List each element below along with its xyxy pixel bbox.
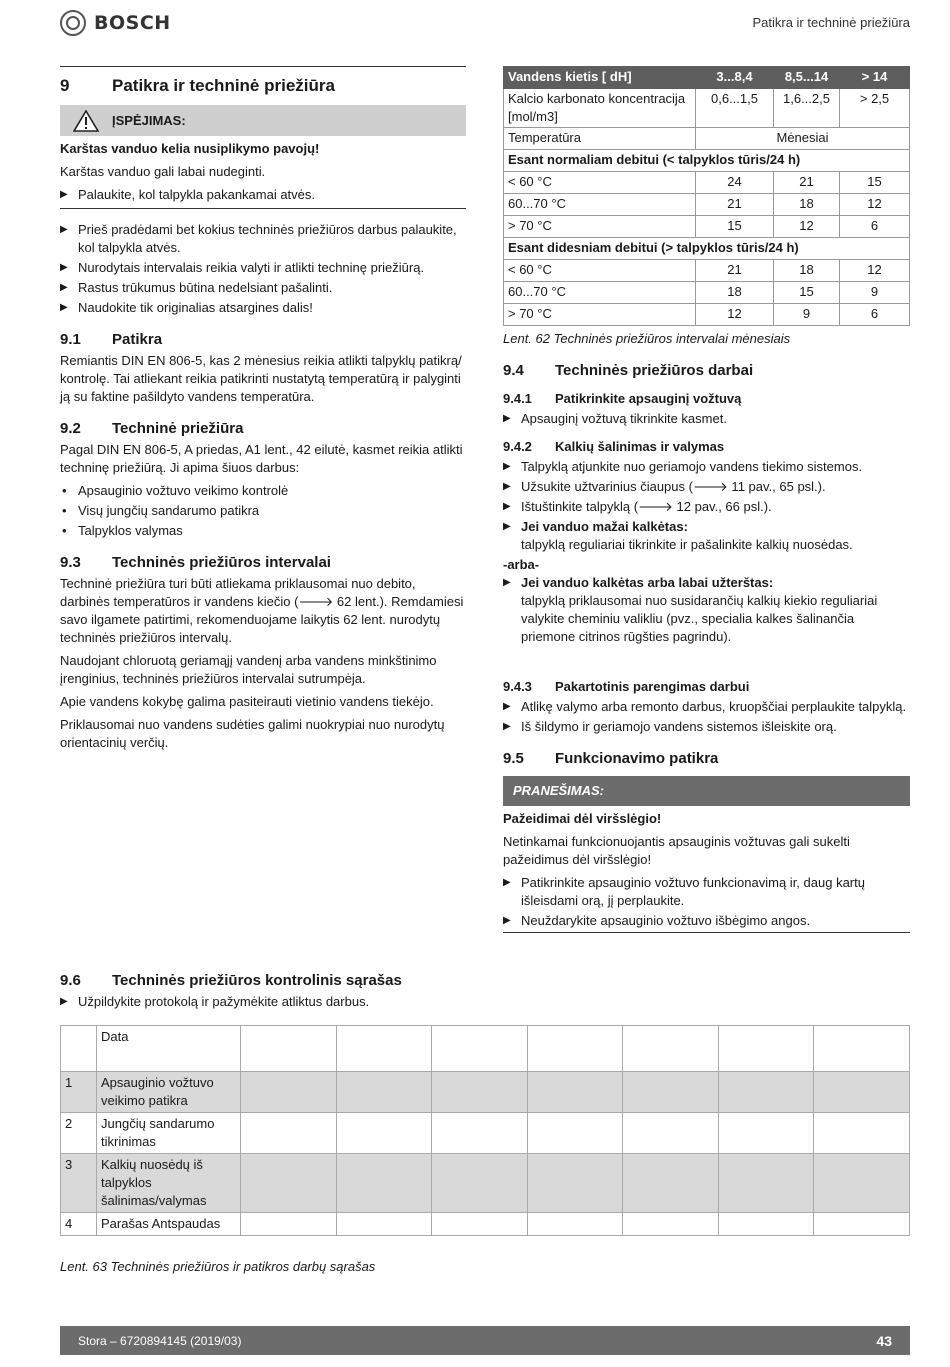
table-section-row: Esant didesniam debitui (> talpyklos tūris/24 h): [504, 238, 910, 260]
table-row: 60...70 °C 18 15 9: [504, 282, 910, 304]
bosch-armature-icon: [60, 10, 86, 36]
section-9-heading: 9 Patikra ir techninė priežiūra: [60, 76, 335, 95]
maintenance-checklist-table: [60, 1025, 910, 1236]
table-row: 2 Jungčių sandarumo tikrinimas: [61, 1113, 910, 1154]
section-9-4-3-heading: 9.4.3 Pakartotinis parengimas darbui: [503, 679, 750, 694]
logo-text: BOSCH: [94, 12, 171, 34]
list-item: ▶ Ištuštinkite talpyklą (🡒 12 pav., 66 psl.).: [503, 498, 910, 516]
left-column: [60, 66, 466, 757]
list-item: ▶ Prieš pradėdami bet kokius techninės priežiūros darbus palaukite, kol talpykla atvės.: [60, 221, 466, 257]
section-9-4-3-steps: [503, 698, 910, 736]
table-row: 60...70 °C 21 18 12: [504, 194, 910, 216]
section-9-2-list: [60, 482, 466, 540]
section-9-6: [60, 972, 910, 1013]
table-row: < 60 °C 21 18 12: [504, 260, 910, 282]
warning-step: ▶ Palaukite, kol talpykla pakankamai atvės.: [60, 186, 466, 204]
table-header-row: Data: [61, 1026, 910, 1072]
warning-title: Karštas vanduo kelia nusiplikymo pavojų!: [60, 141, 320, 156]
list-item: ▶ Patikrinkite apsauginio vožtuvo funkcionavimą ir, daug kartų išleisdami orą, jį perplaukite.: [503, 874, 910, 910]
table-62-caption: Lent. 62 Techninės priežiūros intervalai mėnesiais: [503, 331, 791, 346]
page-footer: [60, 1326, 910, 1355]
right-column: [503, 66, 910, 941]
notice-bar: [503, 776, 910, 806]
running-head: Patikra ir techninė priežiūra: [752, 15, 910, 30]
list-item: ▶ Iš šildymo ir geriamojo vandens sistemos išleiskite orą.: [503, 718, 910, 736]
table-row: 1 Apsauginio vožtuvo veikimo patikra: [61, 1072, 910, 1113]
section-9-3-p3: Apie vandens kokybę galima pasiteirauti vietinio vandens tiekėjo.: [60, 694, 434, 709]
list-item: • Apsauginio vožtuvo veikimo kontrolė: [60, 482, 466, 500]
table-row: Temperatūra Mėnesiai: [504, 128, 910, 150]
list-item: ▶ Jei vanduo mažai kalkėtas: talpyklą reguliariai tikrinkite ir pašalinkite kalkių nuosėdas.: [503, 518, 910, 554]
section-9-4-heading: 9.4 Techninės priežiūros darbai: [503, 362, 754, 379]
table-row: 4 Parašas Antspaudas: [61, 1213, 910, 1236]
document-id: Stora – 6720894145 (2019/03): [78, 1333, 242, 1348]
maintenance-interval-table: [503, 66, 910, 326]
section-9-4-2-steps: [503, 458, 910, 554]
list-item: ▶ Atlikę valymo arba remonto darbus, kruopščiai perplaukite talpyklą.: [503, 698, 910, 716]
notice-title: Pažeidimai dėl viršslėgio!: [503, 811, 662, 826]
list-item: ▶ Užpildykite protokolą ir pažymėkite atliktus darbus.: [60, 993, 910, 1011]
section-9-3-p1: Techninė priežiūra turi būti atliekama priklausomai nuo debito, darbinės temperatūros ir vandens kiečio (🡒 62 lent.). Remdamiesi savo ilgamete patirtimi, rekomenduojame laikytis 62 lent. nurodytų techninės priežiūros intervalų.: [60, 576, 464, 645]
list-item: ▶ Nurodytais intervalais reikia valyti ir atlikti techninę priežiūrą.: [60, 259, 466, 277]
section-9-1-heading: 9.1 Patikra: [60, 331, 163, 348]
table-row: > 70 °C 15 12 6: [504, 216, 910, 238]
or-separator: -arba-: [503, 557, 540, 572]
warning-text: Karštas vanduo gali labai nudeginti.: [60, 164, 266, 179]
list-item: ▶ Talpyklą atjunkite nuo geriamojo vandens tiekimo sistemos.: [503, 458, 910, 476]
list-item: ▶ Užsukite užtvarinius čiaupus (🡒 11 pav., 65 psl.).: [503, 478, 910, 496]
table-63-caption: Lent. 63 Techninės priežiūros ir patikros darbų sąrašas: [60, 1259, 376, 1274]
section-9-5-heading: 9.5 Funkcionavimo patikra: [503, 750, 719, 767]
table-row: > 70 °C 12 9 6: [504, 304, 910, 326]
warning-label: ĮSPĖJIMAS:: [112, 112, 186, 128]
section-9-2-text: Pagal DIN EN 806-5, A priedas, A1 lent., 42 eilutė, kasmet reikia atlikti techninę priežiūrą. Ji apima šiuos darbus:: [60, 442, 463, 475]
section-9-3-heading: 9.3 Techninės priežiūros intervalai: [60, 554, 331, 571]
section-9-3-p4: Priklausomai nuo vandens sudėties galimi nuokrypiai nuo nurodytų orientacinių verčių.: [60, 717, 445, 750]
warning-triangle-icon: [60, 110, 112, 132]
warning-bar: [60, 105, 466, 136]
list-item: ▶ Apsauginį vožtuvą tikrinkite kasmet.: [503, 410, 910, 428]
section-9-3-p2: Naudojant chloruotą geriamąjį vandenį arba vandens minkštinimo įrenginius, techninės priežiūros intervalai sutrumpėja.: [60, 653, 437, 686]
list-item: ▶ Neuždarykite apsauginio vožtuvo išbėgimo angos.: [503, 912, 910, 930]
notice-text: Netinkamai funkcionuojantis apsauginis vožtuvas gali sukelti pažeidimus dėl viršslėgio!: [503, 834, 850, 867]
section-9-2-heading: 9.2 Techninė priežiūra: [60, 420, 244, 437]
list-item: ▶ Rastus trūkumus būtina nedelsiant pašalinti.: [60, 279, 466, 297]
list-item: • Talpyklos valymas: [60, 522, 466, 540]
table-header-row: Vandens kietis [ dH] 3...8,4 8,5...14 > 14: [504, 67, 910, 89]
section-9-4-1-heading: 9.4.1 Patikrinkite apsauginį vožtuvą: [503, 391, 742, 406]
section-9-4-2-heading: 9.4.2 Kalkių šalinimas ir valymas: [503, 439, 725, 454]
table-row: < 60 °C 24 21 15: [504, 172, 910, 194]
section-9-6-heading: 9.6 Techninės priežiūros kontrolinis sąrašas: [60, 972, 402, 989]
page-number: 43: [876, 1332, 892, 1349]
bosch-logo: [60, 10, 171, 36]
table-row: 3 Kalkių nuosėdų iš talpyklos šalinimas/valymas: [61, 1154, 910, 1213]
section-9-steps: [60, 221, 466, 317]
list-item: ▶ Naudokite tik originalias atsargines dalis!: [60, 299, 466, 317]
list-item: ▶ Jei vanduo kalkėtas arba labai užterštas: talpyklą priklausomai nuo susidarančių kalkių kiekio reguliariai valykite cheminiu valikliu (pvz., specialia kalkes šalinančia priemone citrinos rūgšties pagrindu).: [503, 574, 910, 646]
table-row: Kalcio karbonato koncentracija [mol/m3] 0,6...1,5 1,6...2,5 > 2,5: [504, 89, 910, 128]
section-9-5-steps: [503, 874, 910, 930]
notice-label: PRANEŠIMAS:: [513, 783, 605, 798]
table-section-row: Esant normaliam debitui (< talpyklos tūris/24 h): [504, 150, 910, 172]
list-item: • Visų jungčių sandarumo patikra: [60, 502, 466, 520]
section-9-1-text: Remiantis DIN EN 806-5, kas 2 mėnesius reikia atlikti talpyklų patikrą/ kontrolę. Tai atliekant reikia patikrinti nustatytą temperatūrą ir palyginti ją su faktine pašildyto vandens temperatūra.: [60, 353, 462, 404]
